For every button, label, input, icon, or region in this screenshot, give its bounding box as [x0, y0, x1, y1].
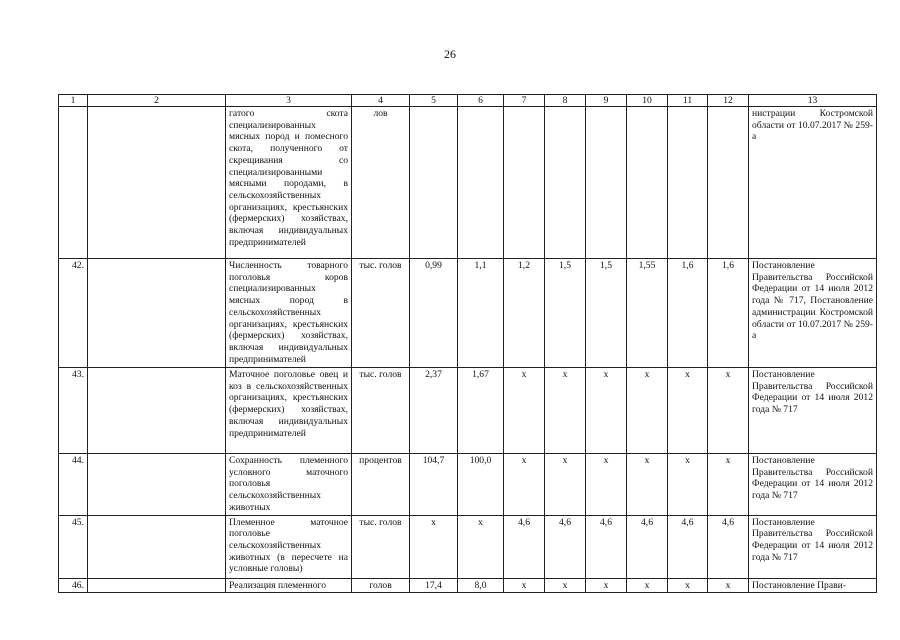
value-cell: 1,5 — [545, 259, 586, 368]
column-header: 10 — [627, 95, 668, 107]
value-cell: х — [708, 578, 749, 593]
value-cell — [504, 107, 545, 259]
unit: лов — [352, 107, 410, 259]
legal-source: Постановление Правительства Российской Федерации от 14 июля 2012 года № 717 — [749, 368, 877, 454]
row-number: 46. — [59, 578, 88, 593]
value-cell: 104,7 — [410, 454, 458, 516]
value-cell: 4,6 — [627, 515, 668, 578]
indicators-table — [58, 94, 877, 593]
indicator-name: гатого скота специализированных мясных пород и помесного скота, полученного от скрещивания со специализированными мясными породами, в сельскохозяйственных организациях, крестьянских (фермерских) хозяйствах, включая индивидуальных предпринимателей — [226, 107, 352, 259]
indicator-name: Племенное маточное поголовье сельскохозяйственных животных (в пересчете на условные головы) — [226, 515, 352, 578]
value-cell: 8,0 — [458, 578, 504, 593]
table-row — [59, 578, 877, 593]
row-number: 44. — [59, 454, 88, 516]
row-col2 — [88, 259, 226, 368]
table-row — [59, 368, 877, 454]
page-number: 26 — [444, 47, 456, 61]
legal-source: Постановление Правительства Российской Федерации от 14 июля 2012 года № 717 — [749, 454, 877, 516]
row-number: 42. — [59, 259, 88, 368]
value-cell: х — [458, 515, 504, 578]
value-cell — [708, 107, 749, 259]
value-cell: х — [545, 368, 586, 454]
value-cell: 0,99 — [410, 259, 458, 368]
column-header: 11 — [668, 95, 708, 107]
value-cell: 1,1 — [458, 259, 504, 368]
value-cell: 4,6 — [668, 515, 708, 578]
column-header: 1 — [59, 95, 88, 107]
row-col2 — [88, 515, 226, 578]
column-number-header-row — [59, 95, 877, 107]
value-cell: х — [504, 368, 545, 454]
column-header: 13 — [749, 95, 877, 107]
row-col2 — [88, 578, 226, 593]
unit: тыс. голов — [352, 259, 410, 368]
value-cell: 1,67 — [458, 368, 504, 454]
indicator-name: Численность товарного поголовья коров специализированных мясных пород в сельскохозяйственных организациях, крестьянских (фермерских) хозяйствах, включая индивидуальных предпринимателей — [226, 259, 352, 368]
legal-source: Постановление Правительства Российской Федерации от 14 июля 2012 года № 717, Постановление администрации Костромской области от 10.07.2017 № 259-а — [749, 259, 877, 368]
value-cell: 1,6 — [708, 259, 749, 368]
row-number: 43. — [59, 368, 88, 454]
value-cell: 1,6 — [668, 259, 708, 368]
value-cell: х — [708, 454, 749, 516]
value-cell: х — [668, 454, 708, 516]
column-header: 3 — [226, 95, 352, 107]
legal-source: Постановление Прави- — [749, 578, 877, 593]
value-cell: х — [586, 454, 627, 516]
value-cell: х — [586, 368, 627, 454]
legal-source: нистрации Костромской области от 10.07.2017 № 259-а — [749, 107, 877, 259]
indicator-name: Маточное поголовье овец и коз в сельскохозяйственных организациях, крестьянских (фермерских) хозяйствах, включая индивидуальных предпринимателей — [226, 368, 352, 454]
row-col2 — [88, 368, 226, 454]
value-cell: 1,5 — [586, 259, 627, 368]
value-cell: х — [504, 454, 545, 516]
value-cell: 4,6 — [708, 515, 749, 578]
value-cell: 4,6 — [545, 515, 586, 578]
column-header: 5 — [410, 95, 458, 107]
value-cell: 2,37 — [410, 368, 458, 454]
column-header: 6 — [458, 95, 504, 107]
unit: тыс. голов — [352, 515, 410, 578]
value-cell — [458, 107, 504, 259]
table-row — [59, 107, 877, 259]
column-header: 4 — [352, 95, 410, 107]
value-cell: х — [586, 578, 627, 593]
legal-source: Постановление Правительства Российской Федерации от 14 июля 2012 года № 717 — [749, 515, 877, 578]
value-cell: 1,2 — [504, 259, 545, 368]
column-header: 7 — [504, 95, 545, 107]
column-header: 9 — [586, 95, 627, 107]
table-row — [59, 259, 877, 368]
value-cell: х — [668, 368, 708, 454]
value-cell: 1,55 — [627, 259, 668, 368]
value-cell: х — [545, 454, 586, 516]
row-col2 — [88, 454, 226, 516]
value-cell: х — [708, 368, 749, 454]
value-cell: 17,4 — [410, 578, 458, 593]
unit: тыс. голов — [352, 368, 410, 454]
table-row — [59, 515, 877, 578]
indicator-name: Реализация племенного — [226, 578, 352, 593]
column-header: 12 — [708, 95, 749, 107]
value-cell: х — [545, 578, 586, 593]
row-col2 — [88, 107, 226, 259]
value-cell: 4,6 — [504, 515, 545, 578]
row-number: 45. — [59, 515, 88, 578]
table-row — [59, 454, 877, 516]
value-cell — [545, 107, 586, 259]
value-cell: х — [410, 515, 458, 578]
value-cell: 4,6 — [586, 515, 627, 578]
value-cell — [627, 107, 668, 259]
value-cell: х — [504, 578, 545, 593]
column-header: 2 — [88, 95, 226, 107]
value-cell: х — [668, 578, 708, 593]
value-cell — [586, 107, 627, 259]
indicator-name: Сохранность племенного условного маточного поголовья сельскохозяйственных животных — [226, 454, 352, 516]
value-cell: х — [627, 368, 668, 454]
value-cell: 100,0 — [458, 454, 504, 516]
column-header: 8 — [545, 95, 586, 107]
row-number — [59, 107, 88, 259]
value-cell: х — [627, 454, 668, 516]
value-cell — [668, 107, 708, 259]
value-cell — [410, 107, 458, 259]
unit: голов — [352, 578, 410, 593]
unit: процентов — [352, 454, 410, 516]
value-cell: х — [627, 578, 668, 593]
